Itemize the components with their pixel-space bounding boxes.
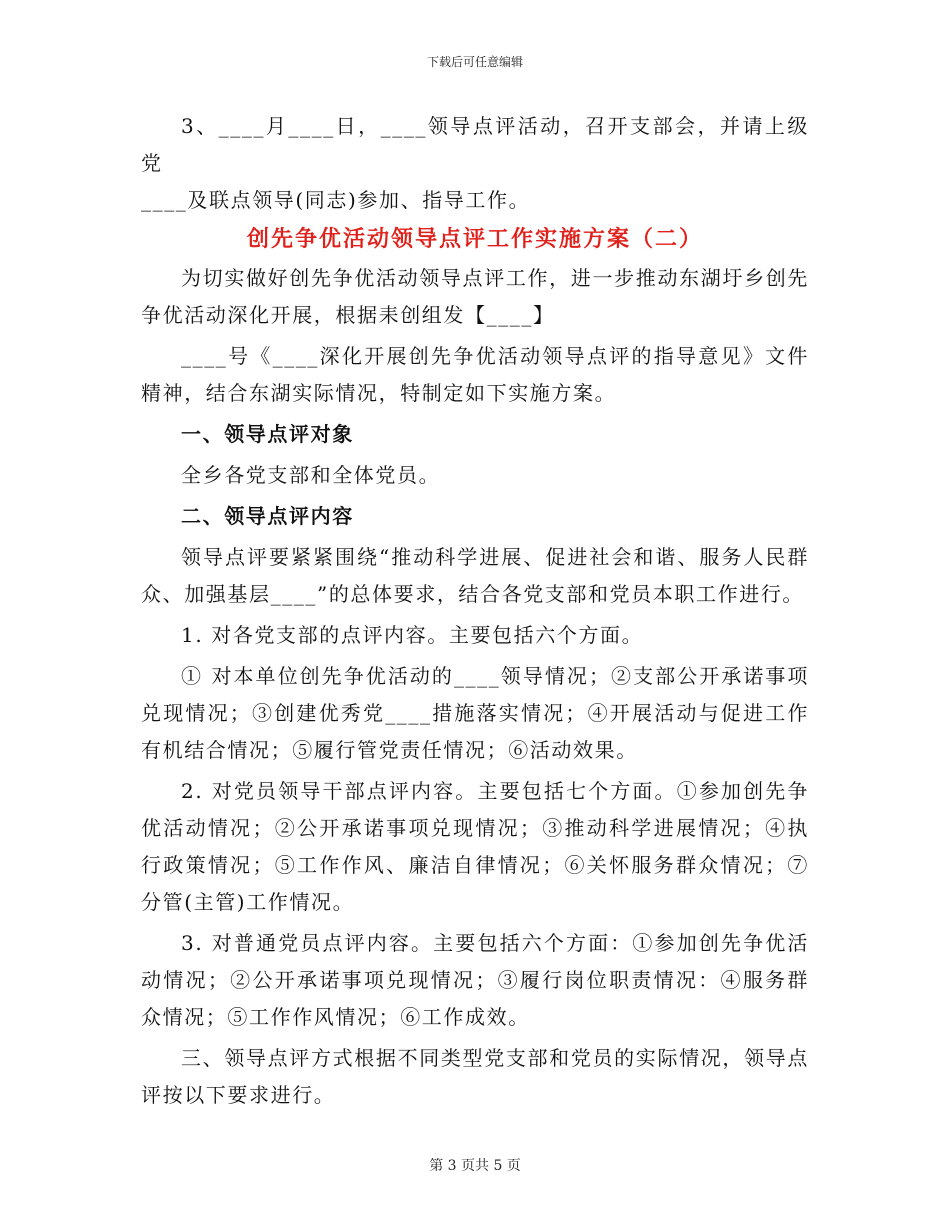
paragraph-date-line-2: ____及联点领导(同志)参加、指导工作。 <box>141 188 531 212</box>
paragraph-basis: ____号《____深化开展创先争优活动领导点评的指导意见》文件精神，结合东湖实际情况，特制定如下实施方案。 <box>141 344 809 405</box>
paragraph-item-3: 3. 对普通党员点评内容。主要包括六个方面：①参加创先争优活动情况；②公开承诺事项兑现情况；③履行岗位职责情况：④服务群众情况；⑤工作作风情况；⑥工作成效。 <box>141 931 809 1029</box>
paragraph-intro: 为切实做好创先争优活动领导点评工作，进一步推动东湖圩乡创先争优活动深化开展，根据耒创组发【____】 <box>141 266 809 327</box>
paragraph-item-2: 2. 对党员领导干部点评内容。主要包括七个方面。①参加创先争优活动情况；②公开承诺事项兑现情况；③推动科学进展情况；④执行政策情况；⑤工作作风、廉洁自律情况；⑥关怀服务群众情况；⑦分管(主管)工作情况。 <box>141 779 809 914</box>
paragraph-date-line-1: 3、____月____日，____领导点评活动，召开支部会，并请上级党 <box>141 114 809 175</box>
document-title: 创先争优活动领导点评工作实施方案（二） <box>246 227 703 252</box>
paragraph-content: 领导点评要紧紧围绕“推动科学进展、促进社会和谐、服务人民群众、加强基层____”的总体要求，结合各党支部和党员本职工作进行。 <box>141 545 809 606</box>
page-number: 第 3 页共 5 页 <box>429 1158 521 1174</box>
document-body <box>141 108 809 1114</box>
header-note: 下载后可任意编辑 <box>426 55 523 69</box>
paragraph-item-1-detail: ① 对本单位创先争优活动的____领导情况；②支部公开承诺事项兑现情况；③创建优秀党____措施落实情况；④开展活动与促进工作有机结合情况；⑤履行管党责任情况；⑥活动效果。 <box>141 664 809 762</box>
paragraph-section-3: 三、领导点评方式根据不同类型党支部和党员的实际情况，领导点评按以下要求进行。 <box>141 1046 809 1107</box>
heading-section-1: 一、领导点评对象 <box>181 422 354 446</box>
heading-section-2: 二、领导点评内容 <box>181 504 354 528</box>
paragraph-target: 全乡各党支部和全体党员。 <box>181 463 441 487</box>
paragraph-item-1: 1. 对各党支部的点评内容。主要包括六个方面。 <box>181 623 644 647</box>
